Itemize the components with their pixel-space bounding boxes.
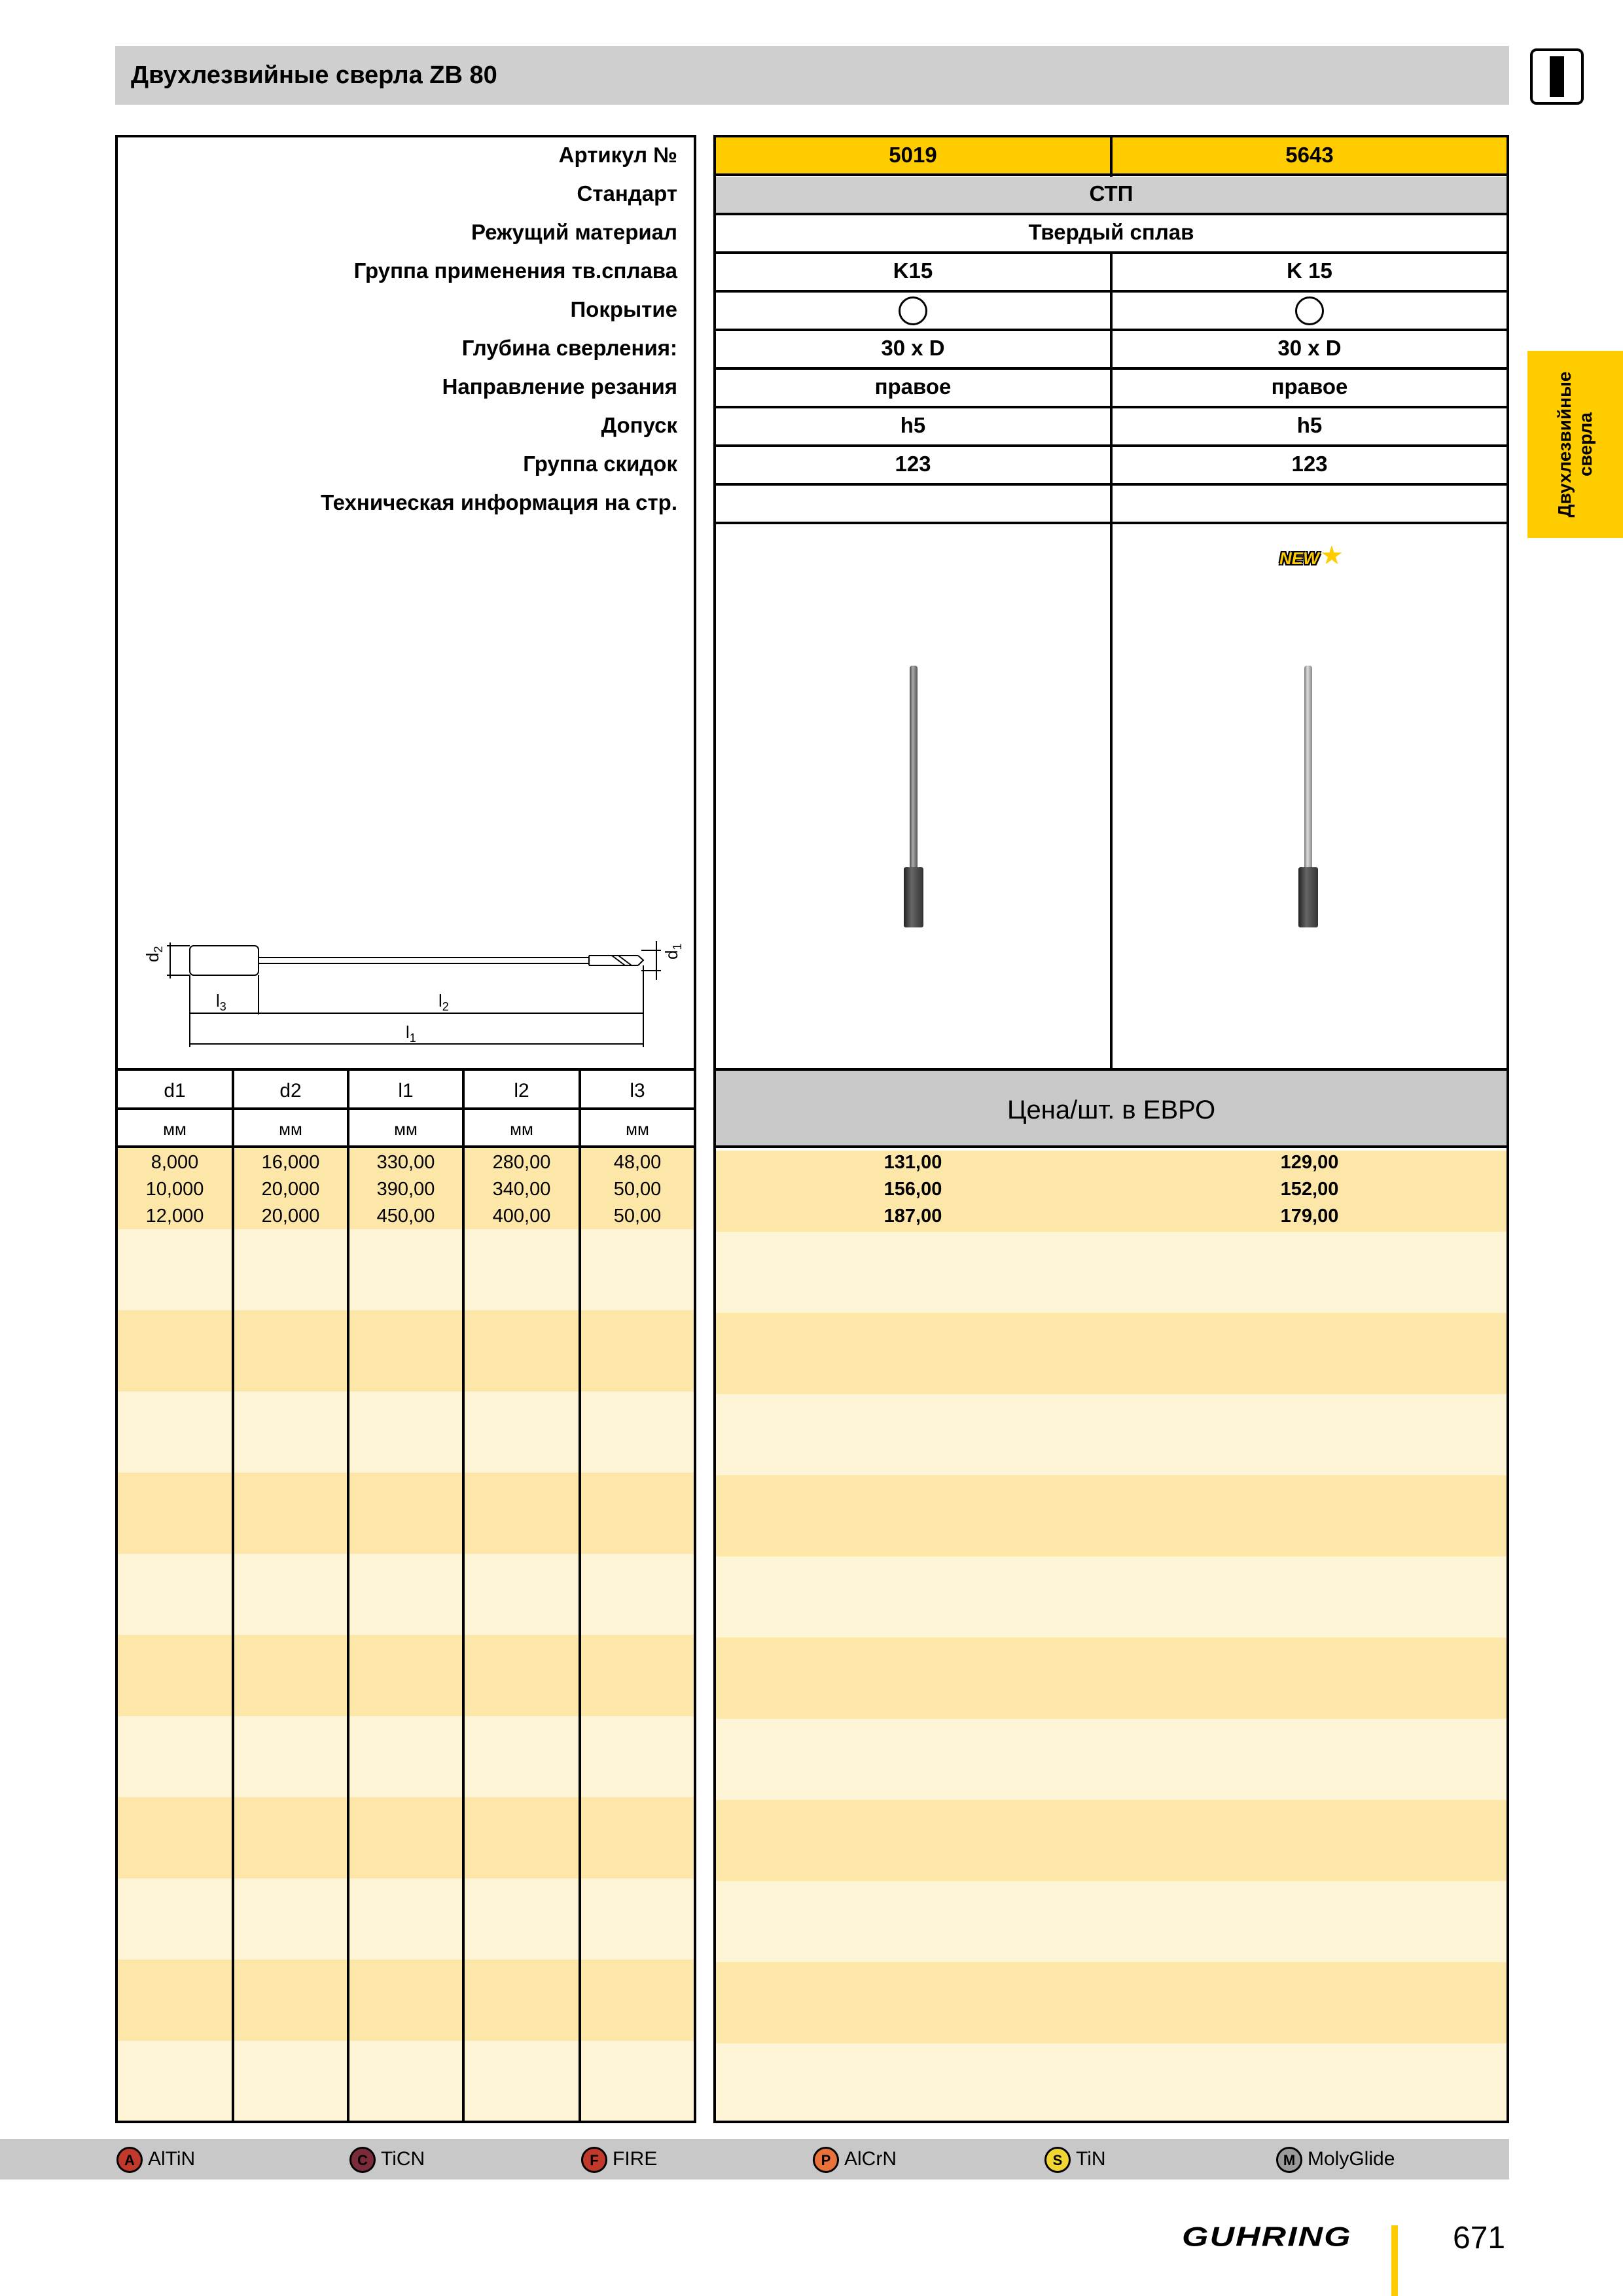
- column-header-l3: l3: [581, 1072, 694, 1110]
- coating-legend-tin: S TiN: [1044, 2140, 1106, 2178]
- label-tolerance: Допуск: [601, 413, 677, 437]
- coating-legend-molyglide: M MolyGlide: [1276, 2140, 1395, 2178]
- price-header: Цена/шт. в ЕВРО: [716, 1071, 1507, 1148]
- label-drilling-depth: Глубина сверления:: [461, 336, 677, 360]
- unit-l2: мм: [510, 1119, 533, 1139]
- drill-technical-drawing: [131, 916, 687, 1060]
- dim-label-d1: $d_1$: [662, 943, 684, 960]
- dim-label-l3: $l_3$: [216, 991, 226, 1013]
- table-cell: 12,000: [145, 1206, 204, 1227]
- dimensions-table-body: [118, 1148, 694, 2121]
- coating-legend-altin: A AlTiN: [116, 2140, 195, 2178]
- tech-info-5019[interactable]: [716, 483, 1110, 522]
- fire-coating-icon: F: [581, 2147, 607, 2173]
- table-cell: 390,00: [376, 1179, 435, 1200]
- table-cell: 20,000: [261, 1179, 320, 1200]
- table-cell: 10,000: [145, 1179, 204, 1200]
- carbide-group-5643: K 15: [1287, 259, 1332, 283]
- label-cutting-direction: Направление резания: [442, 374, 677, 399]
- carbide-group-5019: K15: [893, 259, 933, 283]
- label-article-no: Артикул №: [558, 143, 677, 167]
- price-5643-row-2: 152,00: [1280, 1179, 1339, 1200]
- discount-group-5643: 123: [1291, 452, 1328, 476]
- side-tab-line-1: Двухлезвийные: [1554, 371, 1575, 518]
- label-coating: Покрытие: [570, 297, 677, 321]
- table-cell: 50,00: [613, 1206, 662, 1227]
- column-header-d1: d1: [118, 1072, 232, 1110]
- tolerance-5019: h5: [900, 413, 926, 437]
- table-cell: 8,000: [151, 1152, 199, 1173]
- article-number-5643[interactable]: 5643: [1285, 143, 1334, 167]
- discount-group-5019: 123: [895, 452, 931, 476]
- price-5643-row-1: 129,00: [1280, 1152, 1339, 1173]
- table-cell: 340,00: [492, 1179, 551, 1200]
- side-tab-label: [1554, 372, 1596, 518]
- unit-d2: мм: [279, 1119, 302, 1139]
- label-cutting-material: Режущий материал: [471, 220, 677, 244]
- standard-value: СТП: [1089, 181, 1133, 206]
- price-table-body: [716, 1151, 1507, 2121]
- column-header-l2: l2: [465, 1072, 579, 1110]
- label-carbide-group: Группа применения тв.сплава: [353, 259, 677, 283]
- table-cell: 48,00: [613, 1152, 662, 1173]
- label-standard: Стандарт: [577, 181, 677, 206]
- column-header-l1: l1: [349, 1072, 462, 1110]
- uncoated-circle-icon: [1295, 296, 1324, 325]
- uncoated-circle-icon: [899, 296, 927, 325]
- page-title: Двухлезвийные сверла ZB 80: [131, 62, 497, 89]
- table-cell: 50,00: [613, 1179, 662, 1200]
- coating-legend-fire: F FIRE: [581, 2140, 657, 2178]
- table-cell: 20,000: [261, 1206, 320, 1227]
- unit-d1: мм: [163, 1119, 187, 1139]
- column-header-d2: d2: [234, 1072, 347, 1110]
- label-discount-group: Группа скидок: [523, 452, 677, 476]
- star-icon: ★: [1320, 541, 1344, 570]
- alcrn-coating-icon: P: [813, 2147, 839, 2173]
- price-5019-row-3: 187,00: [883, 1206, 942, 1227]
- drilling-depth-5019: 30 x D: [881, 336, 945, 360]
- label-tech-info-page: Техническая информация на стр.: [321, 490, 677, 514]
- table-cell: 330,00: [376, 1152, 435, 1173]
- drill-image-5019: [716, 527, 1110, 1070]
- cutting-direction-5019: правое: [874, 374, 952, 399]
- drill-image-5643: [1113, 527, 1507, 1070]
- ticn-coating-icon: C: [349, 2147, 376, 2173]
- unit-l1: мм: [394, 1119, 418, 1139]
- guhring-logo: GUHRING: [1182, 2221, 1352, 2253]
- tin-coating-icon: S: [1044, 2147, 1071, 2173]
- table-cell: 16,000: [261, 1152, 320, 1173]
- dim-label-l1: $l_1$: [406, 1022, 416, 1045]
- drilling-depth-5643: 30 x D: [1277, 336, 1342, 360]
- article-number-5019[interactable]: 5019: [889, 143, 937, 167]
- page-number: 671: [1453, 2221, 1506, 2255]
- cutting-direction-5643: правое: [1271, 374, 1348, 399]
- price-5019-row-2: 156,00: [883, 1179, 942, 1200]
- cutting-material-value: Твердый сплав: [1028, 220, 1194, 244]
- tolerance-5643: h5: [1296, 413, 1323, 437]
- coating-legend-ticn: C TiCN: [349, 2140, 425, 2178]
- side-tab-line-2: сверла: [1575, 412, 1596, 476]
- coating-legend-alcrn: P AlCrN: [813, 2140, 897, 2178]
- section-side-tab[interactable]: [1527, 351, 1623, 538]
- altin-coating-icon: A: [116, 2147, 143, 2173]
- tech-info-5643[interactable]: [1113, 483, 1507, 522]
- table-cell: 280,00: [492, 1152, 551, 1173]
- dim-label-l2: $l_2$: [438, 991, 449, 1013]
- price-5019-row-1: 131,00: [883, 1152, 942, 1173]
- table-cell: 400,00: [492, 1206, 551, 1227]
- drill-chapter-icon: [1530, 48, 1584, 105]
- price-5643-row-3: 179,00: [1280, 1206, 1339, 1227]
- molyglide-coating-icon: M: [1276, 2147, 1302, 2173]
- dim-label-d2: $d_2$: [143, 946, 165, 962]
- table-cell: 450,00: [376, 1206, 435, 1227]
- unit-l3: мм: [626, 1119, 649, 1139]
- new-badge: NEW ★: [1279, 541, 1344, 570]
- footer-accent-line: [1391, 2225, 1398, 2296]
